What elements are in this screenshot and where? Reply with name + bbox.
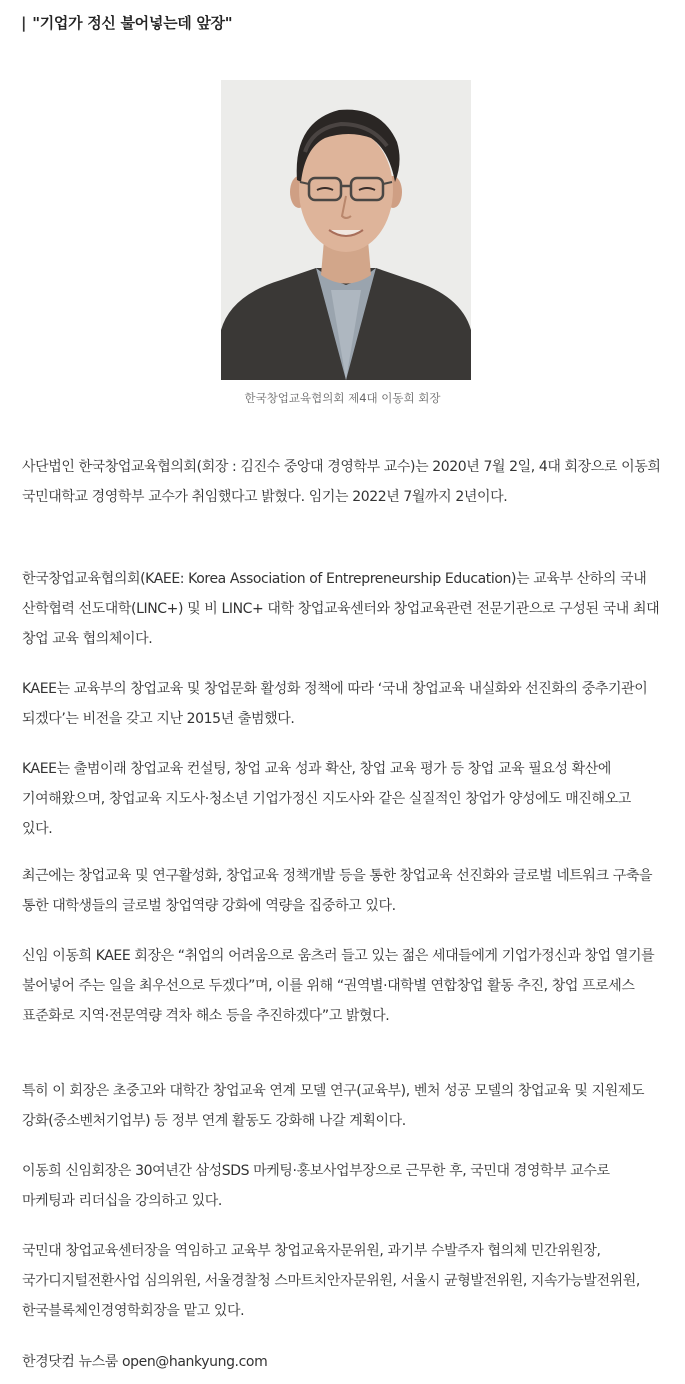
- headline-text: "기업가 정신 불어넣는데 앞장": [32, 14, 233, 32]
- paragraph-7: 특히 이 회장은 초중고와 대학간 창업교육 연계 모델 연구(교육부), 벤처 성공 모델의 창업교육 및 지원제도 강화(중소벤처기업부) 등 정부 연계 활동도 강화해 나갈 계획이다.: [22, 1083, 645, 1129]
- paragraph-5: 최근에는 창업교육 및 연구활성화, 창업교육 정책개발 등을 통한 창업교육 선진화와 글로벌 네트워크 구축을 통한 대학생들의 글로벌 창업역량 강화에 역량을 집중하고 있다.: [22, 868, 653, 914]
- paragraph-8: 이동희 신임회장은 30여년간 삼성SDS 마케팅·홍보사업부장으로 근무한 후, 국민대 경영학부 교수로 마케팅과 리더십을 강의하고 있다.: [22, 1163, 610, 1209]
- paragraph-3: KAEE는 교육부의 창업교육 및 창업문화 활성화 정책에 따라 ‘국내 창업교육 내실화와 선진화의 중추기관이 되겠다’는 비전을 갖고 지난 2015년 출범했다.: [22, 681, 648, 727]
- paragraph-6: 신임 이동희 KAEE 회장은 “취업의 어려움으로 움츠러 들고 있는 젊은 세대들에게 기업가정신과 창업 열기를 불어넣어 주는 일을 최우선으로 두겠다”며, 이를 위해 “권역별·대학별 연합창업 활동 추진, 창업 프로세스 표준화로 지역·전문역량 격차 해소 등을 추진하겠다”고 밝혔다.: [22, 948, 655, 1024]
- portrait-photo: [221, 80, 471, 380]
- paragraph-1: 사단법인 한국창업교육협의회(회장 : 김진수 중앙대 경영학부 교수)는 2020년 7월 2일, 4대 회장으로 이동희 국민대학교 경영학부 교수가 취임했다고 밝혔다. 임기는 2022년 7월까지 2년이다.: [22, 459, 661, 505]
- article-headline: [21, 12, 232, 33]
- headline-bar: |: [21, 14, 27, 32]
- photo-caption: 한국창업교육협의회 제4대 이동희 회장: [244, 391, 441, 405]
- paragraph-9: 국민대 창업교육센터장을 역임하고 교육부 창업교육자문위원, 과기부 수발주자 협의체 민간위원장, 국가디지털전환사업 심의위원, 서울경찰청 스마트치안자문위원, 서울시 균형발전위원, 지속가능발전위원, 한국블록체인경영학회장을 맡고 있다.: [22, 1243, 640, 1319]
- byline: 한경닷컴 뉴스룸 open@hankyung.com: [22, 1354, 268, 1370]
- person-portrait-icon: [221, 80, 471, 380]
- paragraph-4: KAEE는 출범이래 창업교육 컨설팅, 창업 교육 성과 확산, 창업 교육 평가 등 창업 교육 필요성 확산에 기여해왔으며, 창업교육 지도사·청소년 기업가정신 지도사와 같은 실질적인 창업가 양성에도 매진해오고 있다.: [22, 761, 631, 837]
- paragraph-2: 한국창업교육협의회(KAEE: Korea Association of Entrepreneurship Education)는 교육부 산하의 국내 산학협력 선도대학(LINC+) 및 비 LINC+ 대학 창업교육센터와 창업교육관련 전문기관으로 구성된 국내 최대 창업 교육 협의체이다.: [22, 571, 660, 647]
